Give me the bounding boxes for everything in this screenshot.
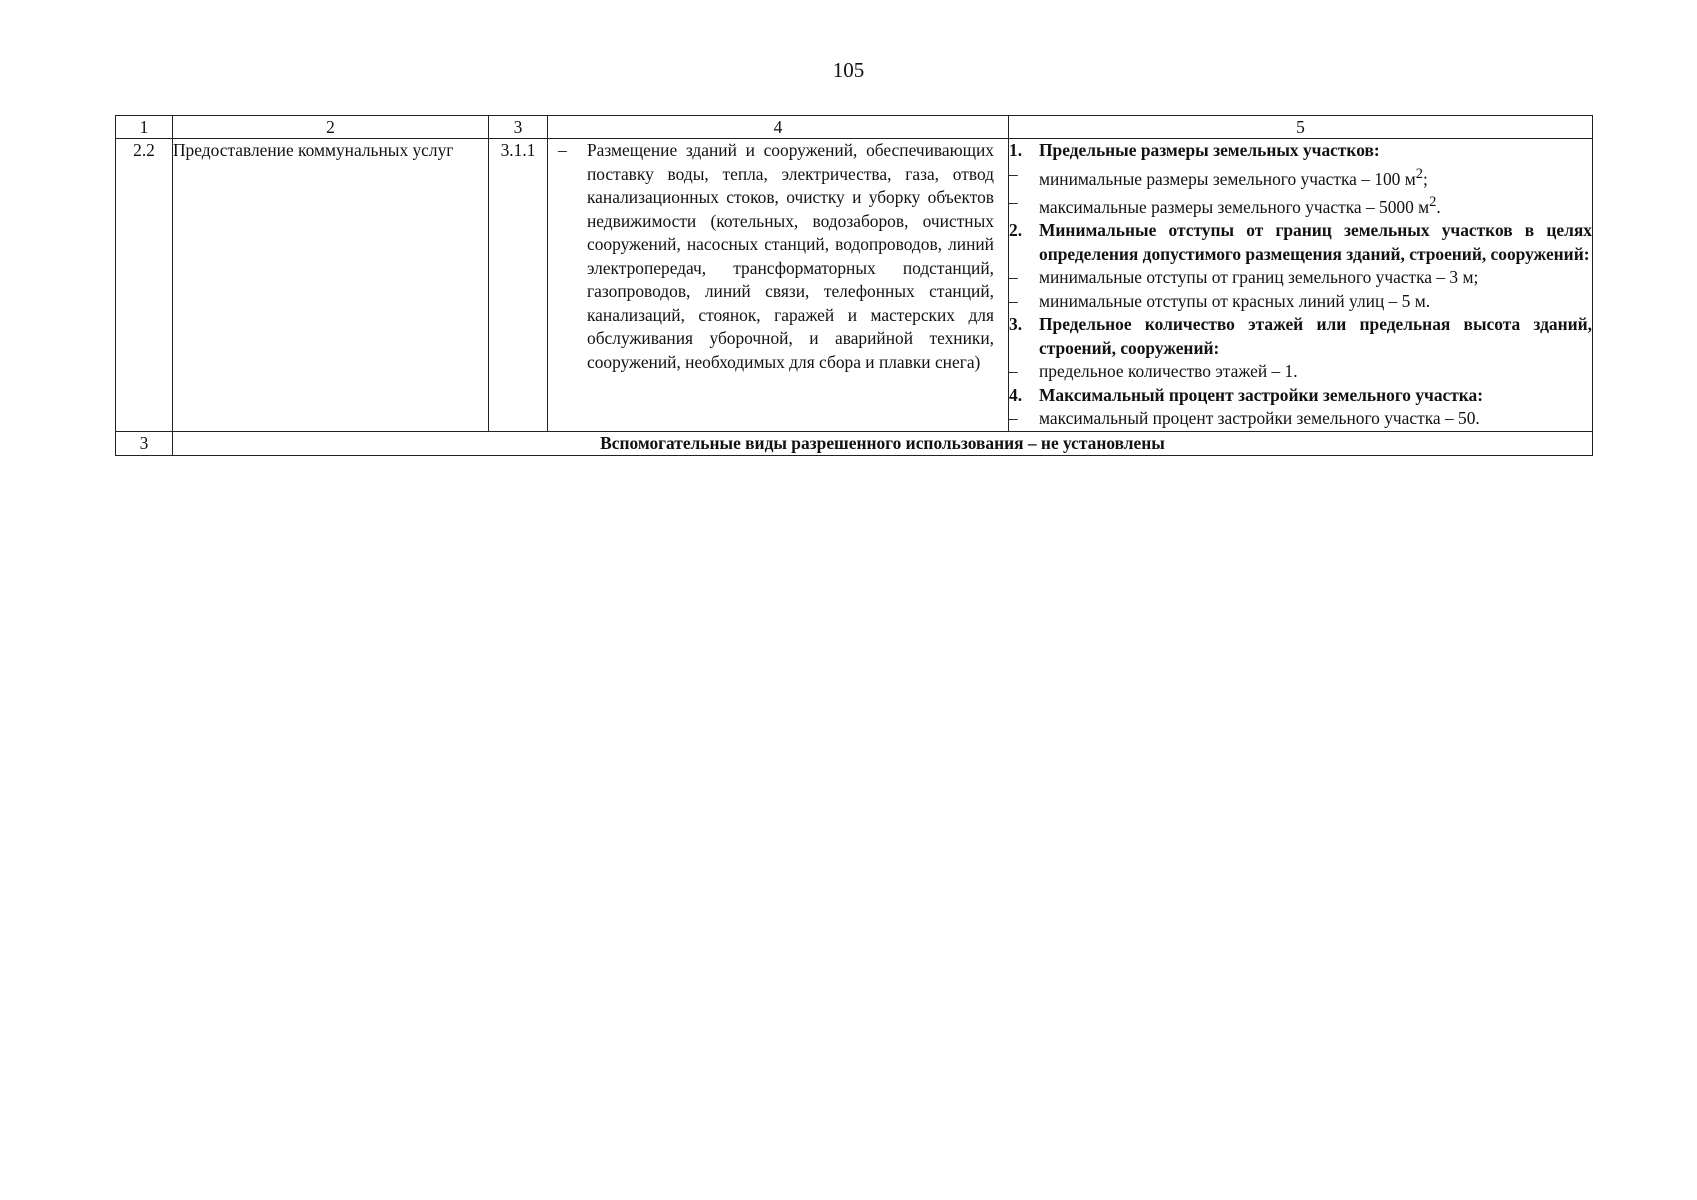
header-cell: 1 — [116, 116, 173, 139]
row-number: 2.2 — [116, 139, 173, 432]
use-type-name: Предоставление коммунальных услуг — [173, 139, 489, 432]
param-item: – максимальный процент застройки земельного участка – 50. — [1009, 408, 1480, 429]
land-use-table — [115, 115, 1593, 456]
param-block — [1009, 219, 1592, 313]
param-item: – минимальные размеры земельного участка – 100 $м^2$; — [1009, 163, 1428, 189]
use-type-description-cell — [548, 139, 1009, 432]
description-item — [548, 139, 1008, 374]
param-heading: 1. Предельные размеры земельных участков: — [1009, 140, 1380, 160]
param-block — [1009, 313, 1592, 384]
row-number: 3 — [116, 431, 173, 456]
header-cell: 3 — [489, 116, 548, 139]
param-item: – минимальные отступы от границ земельного участка – 3 м; — [1009, 267, 1479, 288]
param-item: – предельное количество этажей – 1. — [1009, 361, 1298, 382]
param-block — [1009, 139, 1592, 219]
dash-marker: – — [558, 140, 567, 160]
param-heading: 2. Минимальные отступы от границ земельных участков в целях определения допустимого размещения зданий, строений, сооружений: — [1009, 220, 1592, 264]
description-text: Размещение зданий и сооружений, обеспечивающих поставку воды, тепла, электричества, газа, отвод канализационных стоков, очистку и уборку объектов недвижимости (котельных, водозаборов, очистных сооружений, насосных станций, водопроводов, линий электропередач, трансформаторных подстанций, газопроводов, линий связи, телефонных станций, канализаций, стоянок, гаражей и мастерских для обслуживания уборочной, и аварийной техники, сооружений, необходимых для сбора и плавки снега) — [587, 140, 994, 372]
header-cell: 2 — [173, 116, 489, 139]
header-cell: 4 — [548, 116, 1009, 139]
param-heading: 3. Предельное количество этажей или предельная высота зданий, строений, сооружений: — [1009, 314, 1592, 358]
page-number: 105 — [832, 58, 865, 82]
param-item: – минимальные отступы от красных линий улиц – 5 м. — [1009, 290, 1431, 311]
param-heading: 4. Максимальный процент застройки земельного участка: — [1009, 384, 1484, 405]
header-row — [116, 116, 1593, 139]
parameters-cell — [1009, 139, 1593, 432]
param-block — [1009, 384, 1592, 431]
auxiliary-uses-note: Вспомогательные виды разрешенного использования – не установлены — [173, 431, 1593, 456]
auxiliary-row — [116, 431, 1593, 456]
param-item: – максимальные размеры земельного участка – 5000 $м^2$. — [1009, 191, 1441, 217]
header-cell: 5 — [1009, 116, 1593, 139]
table-row — [116, 139, 1593, 432]
use-type-code: 3.1.1 — [489, 139, 548, 432]
